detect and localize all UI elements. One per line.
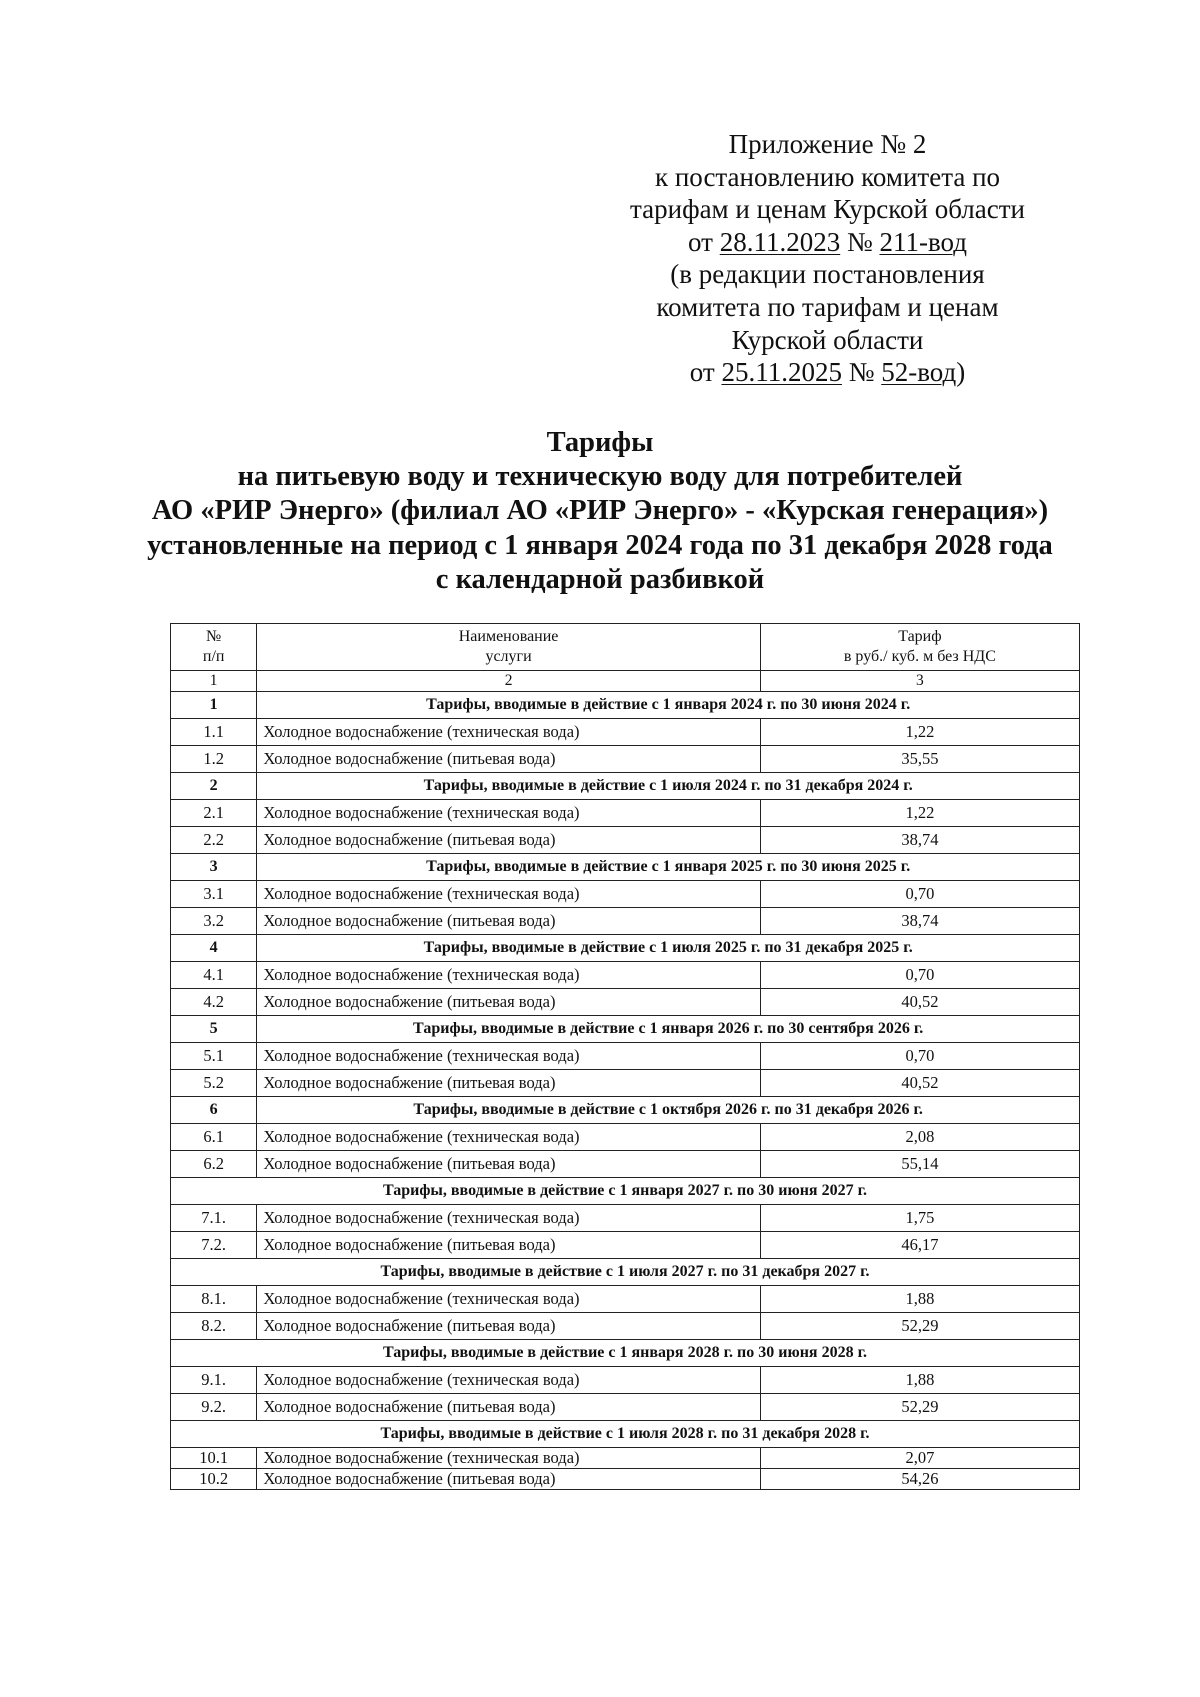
tariff-value: 2,08	[760, 1124, 1079, 1151]
header-tariff-line: Тариф	[898, 628, 942, 645]
tariff-row	[171, 800, 1080, 827]
tariff-row	[171, 1448, 1080, 1469]
tariff-row	[171, 1313, 1080, 1340]
service-name: Холодное водоснабжение (питьевая вода)	[257, 1070, 760, 1097]
service-name: Холодное водоснабжение (питьевая вода)	[257, 1232, 760, 1259]
service-name: Холодное водоснабжение (техническая вода)	[257, 1205, 760, 1232]
reference-number-sign: №	[841, 357, 882, 388]
header-tariff-cell	[760, 624, 1079, 671]
reference-number-sign: №	[840, 226, 880, 257]
tariff-row	[171, 1286, 1080, 1313]
period-row	[171, 692, 1080, 719]
appendix-line: (в редакции постановления	[670, 259, 985, 290]
header-tariff-unit: в руб./ куб. м без НДС	[843, 648, 996, 665]
title-line: установленные на период с 1 января 2024 года по 31 декабря 2028 года	[147, 529, 1053, 561]
tariff-value: 1,22	[760, 800, 1079, 827]
resolution-reference	[600, 226, 1055, 259]
service-name: Холодное водоснабжение (техническая вода)	[257, 719, 760, 746]
row-number: 10.1	[171, 1448, 257, 1469]
period-row	[171, 1016, 1080, 1043]
title-line: на питьевую воду и техническую воду для потребителей	[237, 461, 963, 493]
period-row	[171, 854, 1080, 881]
row-number: 5.2	[171, 1070, 257, 1097]
amendment-date: 25.11.2025	[721, 357, 842, 388]
period-title: Тарифы, вводимые в действие с 1 января 2028 г. по 30 июня 2028 г.	[171, 1340, 1080, 1367]
tariff-value: 38,74	[760, 908, 1079, 935]
header-name-line: Наименование	[458, 628, 559, 645]
tariff-row	[171, 962, 1080, 989]
row-number: 10.2	[171, 1469, 257, 1490]
row-number: 3.1	[171, 881, 257, 908]
period-number: 2	[171, 773, 257, 800]
tariff-value: 1,75	[760, 1205, 1079, 1232]
header-name-cell	[257, 624, 760, 671]
table-header-row	[171, 624, 1080, 671]
amendment-reference	[600, 356, 1055, 389]
resolution-number: 211-вод	[879, 226, 967, 257]
tariff-value: 1,22	[760, 719, 1079, 746]
period-row	[171, 1178, 1080, 1205]
tariff-row	[171, 827, 1080, 854]
period-row	[171, 1340, 1080, 1367]
tariff-value: 35,55	[760, 746, 1079, 773]
tariff-value: 40,52	[760, 989, 1079, 1016]
appendix-reference	[600, 128, 1055, 389]
amendment-number: 52-вод	[881, 357, 957, 388]
title-line: с календарной разбивкой	[435, 563, 765, 595]
column-number: 1	[171, 671, 257, 692]
tariff-value: 38,74	[760, 827, 1079, 854]
service-name: Холодное водоснабжение (питьевая вода)	[257, 1394, 760, 1421]
tariff-row	[171, 1151, 1080, 1178]
reference-prefix: от	[688, 226, 720, 257]
row-number: 6.2	[171, 1151, 257, 1178]
tariff-row	[171, 1124, 1080, 1151]
tariff-row	[171, 1070, 1080, 1097]
tariff-value: 46,17	[760, 1232, 1079, 1259]
appendix-line: комитета по тарифам и ценам	[656, 291, 999, 322]
tariff-row	[171, 719, 1080, 746]
period-title: Тарифы, вводимые в действие с 1 июля 2024 г. по 31 декабря 2024 г.	[257, 773, 1080, 800]
row-number: 3.2	[171, 908, 257, 935]
reference-prefix: от	[689, 357, 722, 388]
tariff-value: 1,88	[760, 1286, 1079, 1313]
period-row	[171, 935, 1080, 962]
tariff-value: 52,29	[760, 1394, 1079, 1421]
appendix-number: Приложение № 2	[728, 129, 927, 159]
service-name: Холодное водоснабжение (питьевая вода)	[257, 908, 760, 935]
service-name: Холодное водоснабжение (питьевая вода)	[257, 1469, 760, 1490]
period-title: Тарифы, вводимые в действие с 1 января 2026 г. по 30 сентября 2026 г.	[257, 1016, 1080, 1043]
tariff-value: 1,88	[760, 1367, 1079, 1394]
period-title: Тарифы, вводимые в действие с 1 июля 2028 г. по 31 декабря 2028 г.	[171, 1421, 1080, 1448]
service-name: Холодное водоснабжение (питьевая вода)	[257, 989, 760, 1016]
document-title	[100, 426, 1100, 597]
period-title: Тарифы, вводимые в действие с 1 января 2025 г. по 30 июня 2025 г.	[257, 854, 1080, 881]
service-name: Холодное водоснабжение (питьевая вода)	[257, 1313, 760, 1340]
row-number: 7.2.	[171, 1232, 257, 1259]
appendix-line: Курской области	[731, 324, 924, 355]
row-number: 2.2	[171, 827, 257, 854]
row-number: 1.2	[171, 746, 257, 773]
header-number-sign: №	[206, 628, 222, 645]
appendix-line: к постановлению комитета по	[654, 161, 1001, 192]
row-number: 9.2.	[171, 1394, 257, 1421]
period-number: 3	[171, 854, 257, 881]
service-name: Холодное водоснабжение (техническая вода)	[257, 962, 760, 989]
tariff-table	[170, 623, 1080, 1490]
tariff-value: 52,29	[760, 1313, 1079, 1340]
row-number: 8.2.	[171, 1313, 257, 1340]
tariff-row	[171, 746, 1080, 773]
tariff-value: 2,07	[760, 1448, 1079, 1469]
row-number: 9.1.	[171, 1367, 257, 1394]
row-number: 2.1	[171, 800, 257, 827]
service-name: Холодное водоснабжение (техническая вода)	[257, 800, 760, 827]
period-number: 6	[171, 1097, 257, 1124]
service-name: Холодное водоснабжение (питьевая вода)	[257, 1151, 760, 1178]
service-name: Холодное водоснабжение (питьевая вода)	[257, 746, 760, 773]
service-name: Холодное водоснабжение (техническая вода)	[257, 1448, 760, 1469]
row-number: 8.1.	[171, 1286, 257, 1313]
service-name: Холодное водоснабжение (техническая вода)	[257, 1043, 760, 1070]
tariff-row	[171, 1205, 1080, 1232]
column-number-row	[171, 671, 1080, 692]
period-title: Тарифы, вводимые в действие с 1 июля 2025 г. по 31 декабря 2025 г.	[257, 935, 1080, 962]
period-row	[171, 1421, 1080, 1448]
title-line: АО «РИР Энерго» (филиал АО «РИР Энерго» - «Курская генерация»)	[151, 495, 1049, 527]
period-row	[171, 1259, 1080, 1286]
service-name: Холодное водоснабжение (техническая вода)	[257, 1124, 760, 1151]
row-number: 4.1	[171, 962, 257, 989]
service-name: Холодное водоснабжение (техническая вода)	[257, 1367, 760, 1394]
tariff-value: 0,70	[760, 962, 1079, 989]
header-number-abbr: п/п	[202, 648, 225, 665]
tariff-value: 0,70	[760, 881, 1079, 908]
tariff-row	[171, 1469, 1080, 1490]
tariff-row	[171, 1394, 1080, 1421]
period-title: Тарифы, вводимые в действие с 1 июля 2027 г. по 31 декабря 2027 г.	[171, 1259, 1080, 1286]
tariff-row	[171, 1232, 1080, 1259]
service-name: Холодное водоснабжение (техническая вода)	[257, 1286, 760, 1313]
resolution-date: 28.11.2023	[719, 226, 841, 257]
period-number: 1	[171, 692, 257, 719]
row-number: 1.1	[171, 719, 257, 746]
tariff-row	[171, 881, 1080, 908]
period-title: Тарифы, вводимые в действие с 1 января 2024 г. по 30 июня 2024 г.	[257, 692, 1080, 719]
period-number: 4	[171, 935, 257, 962]
row-number: 7.1.	[171, 1205, 257, 1232]
header-name-line: услуги	[485, 648, 532, 665]
service-name: Холодное водоснабжение (техническая вода)	[257, 881, 760, 908]
period-title: Тарифы, вводимые в действие с 1 октября 2026 г. по 31 декабря 2026 г.	[257, 1097, 1080, 1124]
tariff-row	[171, 908, 1080, 935]
column-number: 3	[760, 671, 1079, 692]
service-name: Холодное водоснабжение (питьевая вода)	[257, 827, 760, 854]
period-row	[171, 773, 1080, 800]
title-line: Тарифы	[546, 427, 654, 458]
tariff-value: 40,52	[760, 1070, 1079, 1097]
column-number: 2	[257, 671, 760, 692]
period-row	[171, 1097, 1080, 1124]
tariff-row	[171, 1367, 1080, 1394]
tariff-row	[171, 1043, 1080, 1070]
closing-paren: )	[956, 357, 966, 388]
row-number: 6.1	[171, 1124, 257, 1151]
row-number: 4.2	[171, 989, 257, 1016]
tariff-value: 54,26	[760, 1469, 1079, 1490]
tariff-row	[171, 989, 1080, 1016]
row-number: 5.1	[171, 1043, 257, 1070]
tariff-value: 55,14	[760, 1151, 1079, 1178]
header-number-cell	[171, 624, 257, 671]
period-number: 5	[171, 1016, 257, 1043]
appendix-line: тарифам и ценам Курской области	[630, 194, 1025, 225]
period-title: Тарифы, вводимые в действие с 1 января 2027 г. по 30 июня 2027 г.	[171, 1178, 1080, 1205]
tariff-value: 0,70	[760, 1043, 1079, 1070]
